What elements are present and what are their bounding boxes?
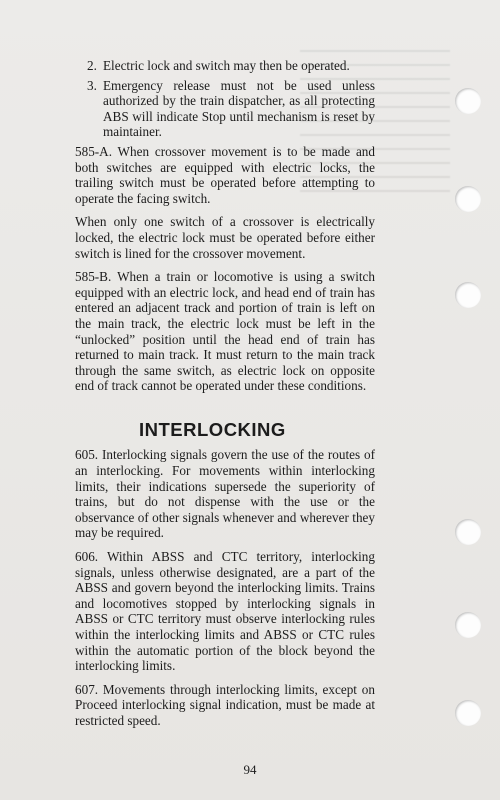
rule-585a: 585-A. When crossover movement is to be made and both switches are equipped with electric locks, the trailing switch must be operated before attempting to operate the facing switch.: [75, 143, 375, 206]
section-heading: INTERLOCKING: [139, 418, 286, 440]
binder-hole: [455, 612, 481, 638]
list-number: 3.: [87, 77, 97, 93]
binder-hole: [455, 700, 481, 726]
binder-hole: [455, 186, 481, 212]
page-number: 94: [243, 762, 257, 777]
list-item: [75, 78, 375, 140]
rule-text: [75, 58, 375, 737]
list-text: Emergency release must not be used unless authorized by the train dispatcher, as all protecting ABS will indicate Stop until mechanism is reset by maintainer.: [103, 77, 375, 140]
rule-585b: 585-B. When a train or locomotive is using a switch equipped with an electric lock, and head end of train has entered an adjacent track and portion of train is left on the main track, the electric lock must be left in the “unlocked” position until the head end of train has returned to main track. It must return to the main track through the same switch, as electric lock on opposite end of track cannot be operated under these conditions.: [75, 269, 375, 394]
rule-605: 605. Interlocking signals govern the use of the routes of an interlocking. For movements within interlocking limits, their indications supersede the superiority of trains, but do not dispense with the use or the observance of other signals whenever and wherever they may be required.: [75, 447, 375, 541]
list-number: 2.: [87, 58, 97, 73]
binder-hole: [455, 519, 481, 545]
list-text: Electric lock and switch may then be operated.: [103, 58, 350, 73]
rule-606: 606. Within ABSS and CTC territory, interlocking signals, unless otherwise designated, are a part of the ABSS and govern beyond the interlocking limits. Trains and locomotives stopped by interlocking signals in ABSS or CTC territory must observe interlocking rules within the interlocking limits and ABSS or CTC rules within the automatic portion of the block beyond the interlocking limits.: [75, 549, 375, 674]
binder-hole: [455, 282, 481, 308]
rule-585a-continued: When only one switch of a crossover is electrically locked, the electric lock must be operated before either switch is lined for the crossover movement.: [75, 214, 375, 261]
list-item: [75, 58, 375, 74]
binder-hole: [455, 88, 481, 114]
rule-607: 607. Movements through interlocking limits, except on Proceed interlocking signal indication, must be made at restricted speed.: [75, 681, 375, 728]
